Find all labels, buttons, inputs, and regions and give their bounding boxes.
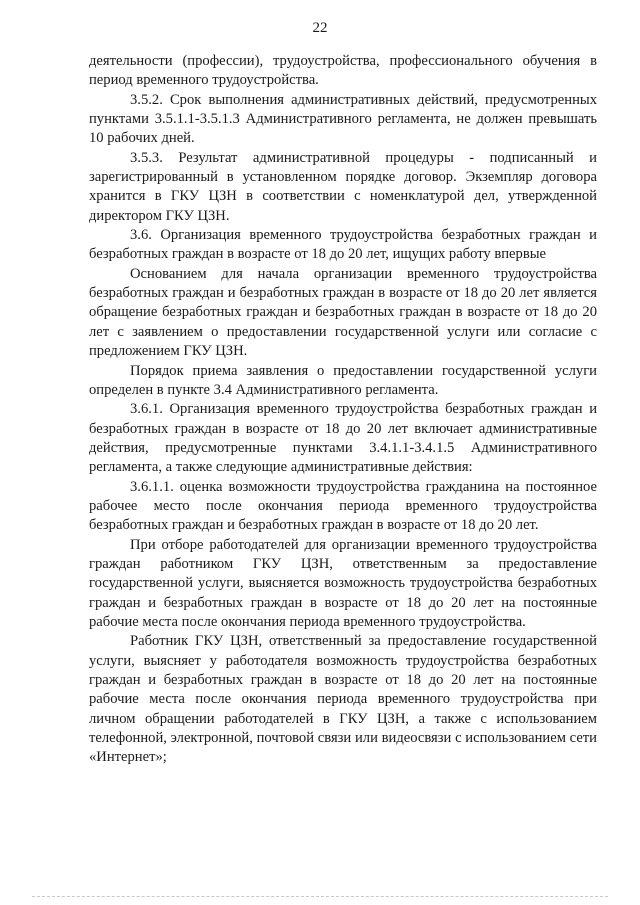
page-body: [89, 52, 597, 768]
paragraph-employer-selection: При отборе работодателей для организации временного трудоустройства граждан работником ГКУ ЦЗН, ответственным за предоставление государственной услуги, выясняется возможность трудоустройства безработных граждан и безработных граждан в возрасте от 18 до 20 лет на постоянные рабочие места после окончания периода временного трудоустройства.: [89, 536, 597, 630]
paragraph-continuation: деятельности (профессии), трудоустройства, профессионального обучения в период временного трудоустройства.: [89, 53, 597, 89]
paragraph-3-6-1-1: 3.6.1.1. оценка возможности трудоустройства гражданина на постоянное рабочее место после окончания периода временного трудоустройства безработных граждан и безработных граждан в возрасте от 18 до 20 лет.: [89, 478, 597, 534]
paragraph-3-5-3: 3.5.3. Результат административной процедуры - подписанный и зарегистрированный в установленном порядке договор. Экземпляр договора хранится в ГКУ ЦЗН в соответствии с номенклатурой дел, утвержденной директором ГКУ ЦЗН.: [89, 149, 597, 224]
page-number: 22: [312, 20, 328, 36]
paragraph-employee-clarifies: Работник ГКУ ЦЗН, ответственный за предоставление государственной услуги, выясняет у работодателя возможность трудоустройства безработных граждан и безработных граждан в возрасте от 18 до 20 лет на постоянные рабочие места после окончания периода временного трудоустройства при личном обращении работодателей в ГКУ ЦЗН, а также с использованием телефонной, электронной, почтовой связи или видеосвязи с использованием сети «Интернет»;: [89, 633, 597, 766]
paragraph-basis: Основанием для начала организации временного трудоустройства безработных граждан и безработных граждан в возрасте от 18 до 20 лет является обращение безработных граждан и безработных граждан в возрасте от 18 до 20 лет с заявлением о предоставлении государственной услуги или согласие с предложением ГКУ ЦЗН.: [89, 265, 597, 360]
paragraph-application-order: Порядок приема заявления о предоставлении государственной услуги определен в пункте 3.4 Административного регламента.: [89, 362, 597, 398]
section-heading-3-6: 3.6. Организация временного трудоустройства безработных граждан и безработных граждан в возрасте от 18 до 20 лет, ищущих работу впервые: [89, 227, 597, 263]
paragraph-3-6-1: 3.6.1. Организация временного трудоустройства безработных граждан и безработных граждан в возрасте от 18 до 20 лет включает административные действия, предусмотренные пунктами 3.4.1.1-3.4.1.5 Административного регламента, а также следующие административные действия:: [89, 401, 597, 476]
paragraph-3-5-2: 3.5.2. Срок выполнения административных действий, предусмотренных пунктами 3.5.1.1-3.5.1.3 Административного регламента, не должен превышать 10 рабочих дней.: [89, 91, 597, 147]
scan-edge-divider: [32, 896, 608, 897]
